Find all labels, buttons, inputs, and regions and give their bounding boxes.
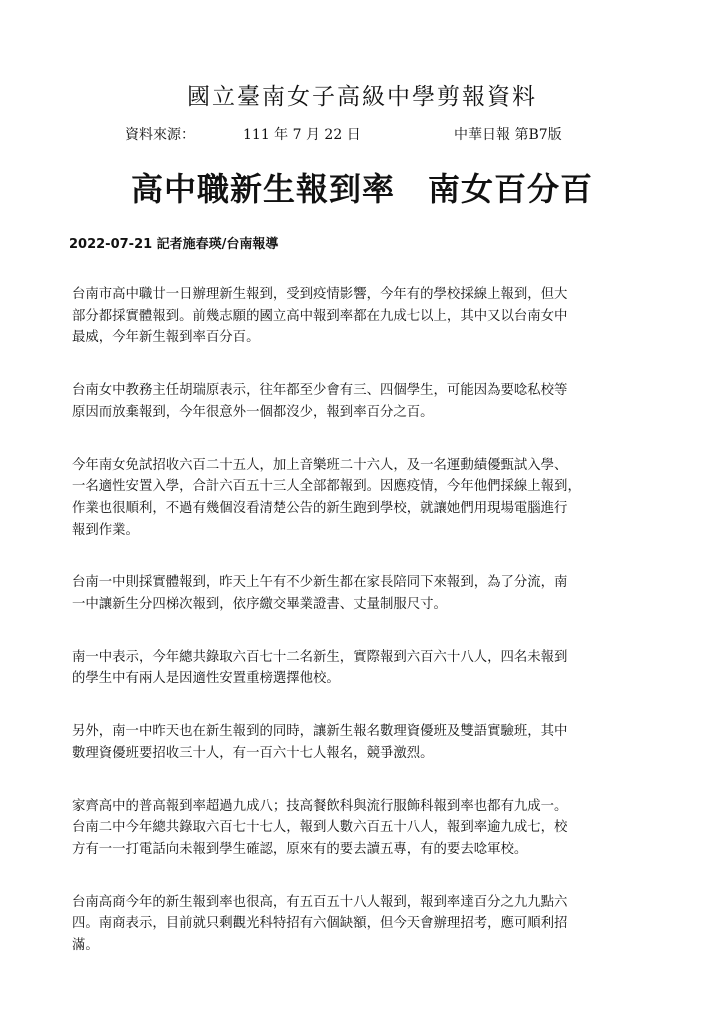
publication-name: 中華日報 第B7版: [454, 127, 562, 143]
article-paragraph: 今年南女免試招收六百二十五人，加上音樂班二十六人，及一名運動績優甄試入學、 一名適性安置入學，合計六百五十三人全部都報到。因應疫情，今年他們採線上報到， 作業也很順利，不過有幾個沒看清楚公告的新生跑到學校，就讓她們用現場電腦進行 報到作業。: [72, 457, 581, 538]
article-paragraph: 台南女中教務主任胡瑞原表示，往年都至少會有三、四個學生，可能因為要唸私校等 原因而放棄報到，今年很意外一個都沒少，報到率百分之百。: [72, 383, 568, 420]
article-paragraph: 台南高商今年的新生報到率也很高，有五百五十八人報到，報到率達百分之九九點六 四。南商表示，目前就只剩觀光科特招有六個缺額，但今天會辦理招考，應可順利招 滿。: [72, 894, 568, 954]
article-paragraph: 另外，南一中昨天也在新生報到的同時，讓新生報名數理資優班及雙語實驗班，其中 數理資優班要招收三十人，有一百六十七人報名，競爭激烈。: [72, 724, 568, 761]
article-byline: 2022-07-21 記者施春瑛/台南報導: [69, 237, 279, 252]
article-paragraph: 台南一中則採實體報到，昨天上午有不少新生都在家長陪同下來報到，為了分流，南 一中讓新生分四梯次報到，依序繳交畢業證書、丈量制服尺寸。: [72, 575, 568, 613]
publication-date: 111 年 7 月 22 日: [243, 127, 361, 143]
school-clipping-title: 國立臺南女子高級中學剪報資料: [187, 84, 537, 110]
article-paragraph: 南一中表示，今年總共錄取六百七十二名新生，實際報到六百六十八人，四名未報到 的學生中有兩人是因適性安置重榜選擇他校。: [72, 649, 568, 687]
article-paragraph: 台南市高中職廿一日辦理新生報到，受到疫情影響，今年有的學校採線上報到，但大 部分都採實體報到。前幾志願的國立高中報到率都在九成七以上，其中又以台南女中 最威，今年新生報到率百分百。: [72, 287, 568, 346]
article-paragraph: 家齊高中的普高報到率超過九成八；技高餐飲科與流行服飾科報到率也都有九成一。 台南二中今年總共錄取六百七十七人，報到人數六百五十八人，報到率逾九成七，校 方有一一打電話向未報到學生確認，原來有的要去讀五專，有的要去唸軍校。: [72, 798, 568, 857]
source-label: 資料來源：: [125, 127, 195, 143]
article-body: [72, 284, 656, 988]
article-headline: 高中職新生報到率 南女百分百: [130, 170, 593, 208]
